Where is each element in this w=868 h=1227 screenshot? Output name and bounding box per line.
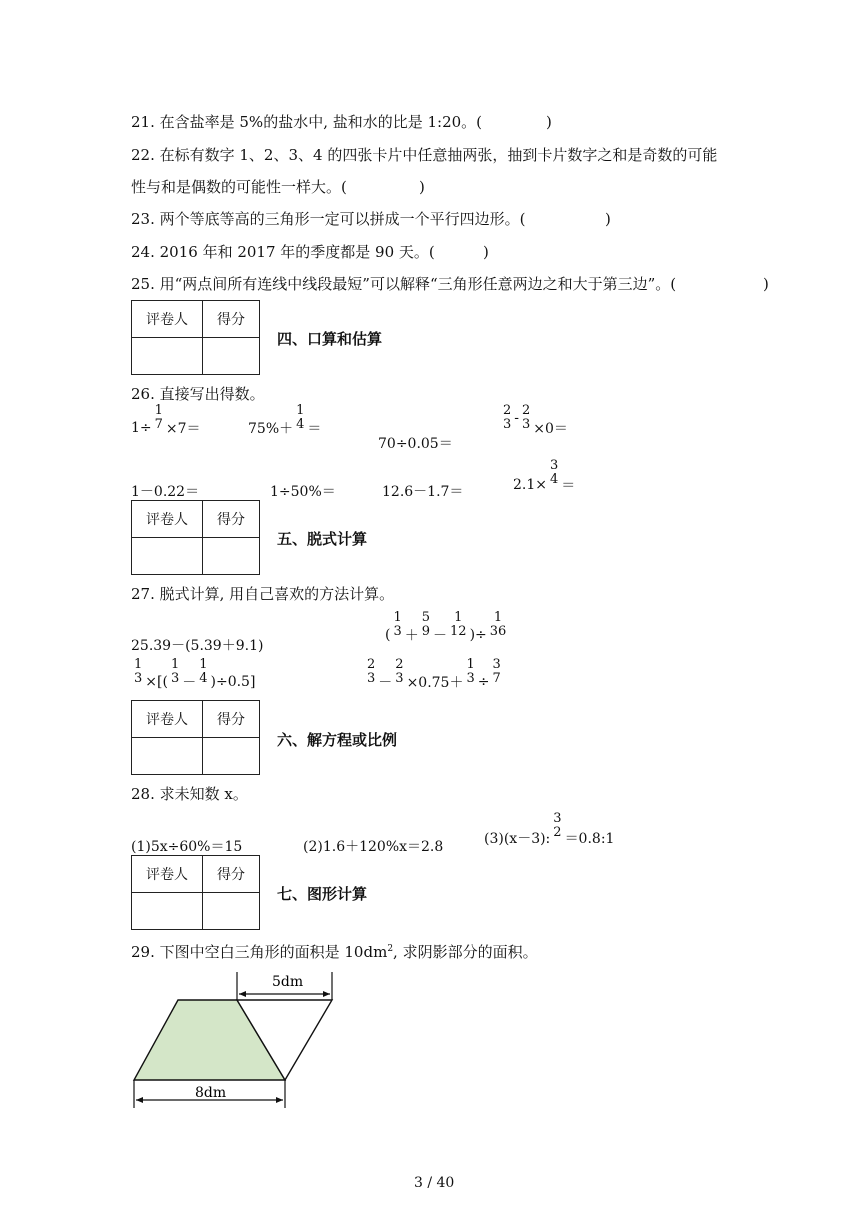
q27-expr-3: 1 3 ×[( 1 3 － 1 4 )÷0.5] [134, 657, 256, 691]
fraction: 1 7 [154, 403, 163, 432]
q27-expr-2: ( 1 3 ＋ 5 9 － 1 12 )÷ 1 36 [385, 610, 507, 644]
trapezoid-diagram [120, 968, 350, 1118]
reviewer-label: 评卷人 [132, 701, 203, 738]
q28-expr-1: (1)5x÷60%＝15 [131, 839, 243, 855]
fraction: 5 9 [421, 610, 431, 639]
question-27-title: 27. 脱式计算, 用自己喜欢的方法计算。 [131, 585, 395, 603]
section-5-title: 五、脱式计算 [277, 530, 368, 548]
fraction: 1 36 [489, 610, 507, 639]
fraction: 2 3 [503, 403, 512, 432]
reviewer-cell[interactable] [132, 338, 203, 375]
reviewer-cell[interactable] [132, 893, 203, 930]
fraction: 1 3 [170, 657, 180, 686]
fraction: 3 2 [553, 811, 562, 840]
section-7-title: 七、图形计算 [277, 885, 368, 903]
q27-expr-4: 2 3 － 2 3 ×0.75＋ 1 3 ÷ 3 7 [367, 657, 501, 691]
reviewer-cell[interactable] [132, 538, 203, 575]
question-22-line2: 性与和是偶数的可能性一样大。( ) [131, 178, 425, 196]
fraction: 2 3 [367, 657, 376, 686]
score-label: 得分 [203, 501, 260, 538]
question-28-title: 28. 求未知数 x。 [131, 785, 248, 803]
fraction: 1 4 [296, 403, 305, 432]
score-label: 得分 [203, 301, 260, 338]
reviewer-label: 评卷人 [132, 856, 203, 893]
fraction: 1 12 [450, 610, 467, 639]
q26-expr-6: 1÷50%＝ [270, 484, 336, 500]
fraction: 3 4 [550, 458, 559, 487]
fraction: 2 3 [522, 403, 531, 432]
reviewer-cell[interactable] [132, 738, 203, 775]
question-29-title: 29. 下图中空白三角形的面积是 $10dm^2$, 求阴影部分的面积。 [131, 943, 538, 961]
q26-expr-5: 1－0.22＝ [131, 484, 200, 500]
question-21: 21. 在含盐率是 5%的盐水中, 盐和水的比是 1:20。( ) [131, 113, 552, 131]
q27-expr-1: 25.39－(5.39＋9.1) [131, 638, 264, 654]
question-23: 23. 两个等底等高的三角形一定可以拼成一个平行四边形。( ) [131, 210, 611, 228]
q26-expr-1: 1÷ 1 7 ×7＝ [131, 403, 201, 437]
score-table-section-4 [131, 300, 260, 375]
question-22-line1: 22. 在标有数字 1、2、3、4 的四张卡片中任意抽两张，抽到卡片数字之和是奇数的可能 [131, 146, 718, 164]
section-6-title: 六、解方程或比例 [277, 731, 398, 749]
score-table-section-7 [131, 855, 260, 930]
section-4-title: 四、口算和估算 [277, 330, 383, 348]
score-table-section-5 [131, 500, 260, 575]
question-24: 24. 2016 年和 2017 年的季度都是 90 天。( ) [131, 243, 489, 261]
fraction: 3 7 [492, 657, 501, 686]
q26-expr-3: 70÷0.05＝ [378, 436, 453, 452]
fraction: 2 3 [395, 657, 404, 686]
page-number: 3 / 40 [414, 1175, 455, 1191]
fraction: 1 3 [393, 610, 402, 639]
score-label: 得分 [203, 701, 260, 738]
score-cell[interactable] [203, 338, 260, 375]
q28-expr-3: (3)(x－3): 3 2 ＝0.8:1 [484, 811, 615, 847]
top-length-label: 5dm [272, 974, 304, 990]
bottom-length-label: 8dm [195, 1085, 227, 1101]
question-26-title: 26. 直接写出得数。 [131, 385, 265, 403]
fraction: 1 3 [466, 657, 475, 686]
q26-expr-8: 2.1× 3 4 ＝ [513, 458, 576, 494]
score-cell[interactable] [203, 738, 260, 775]
fraction: 1 4 [199, 657, 208, 686]
fraction: 1 3 [134, 657, 143, 686]
q26-expr-2: 75%＋ 1 4 ＝ [248, 403, 322, 437]
q28-expr-2: (2)1.6＋120%x＝2.8 [303, 839, 444, 855]
reviewer-label: 评卷人 [132, 501, 203, 538]
question-25: 25. 用“两点间所有连线中线段最短”可以解释“三角形任意两边之和大于第三边”。( ) [131, 275, 769, 293]
q26-expr-4: 2 3 - 2 3 ×0＝ [503, 403, 568, 437]
q26-expr-7: 12.6－1.7＝ [382, 484, 464, 500]
score-label: 得分 [203, 856, 260, 893]
score-cell[interactable] [203, 538, 260, 575]
reviewer-label: 评卷人 [132, 301, 203, 338]
score-cell[interactable] [203, 893, 260, 930]
score-table-section-6 [131, 700, 260, 775]
